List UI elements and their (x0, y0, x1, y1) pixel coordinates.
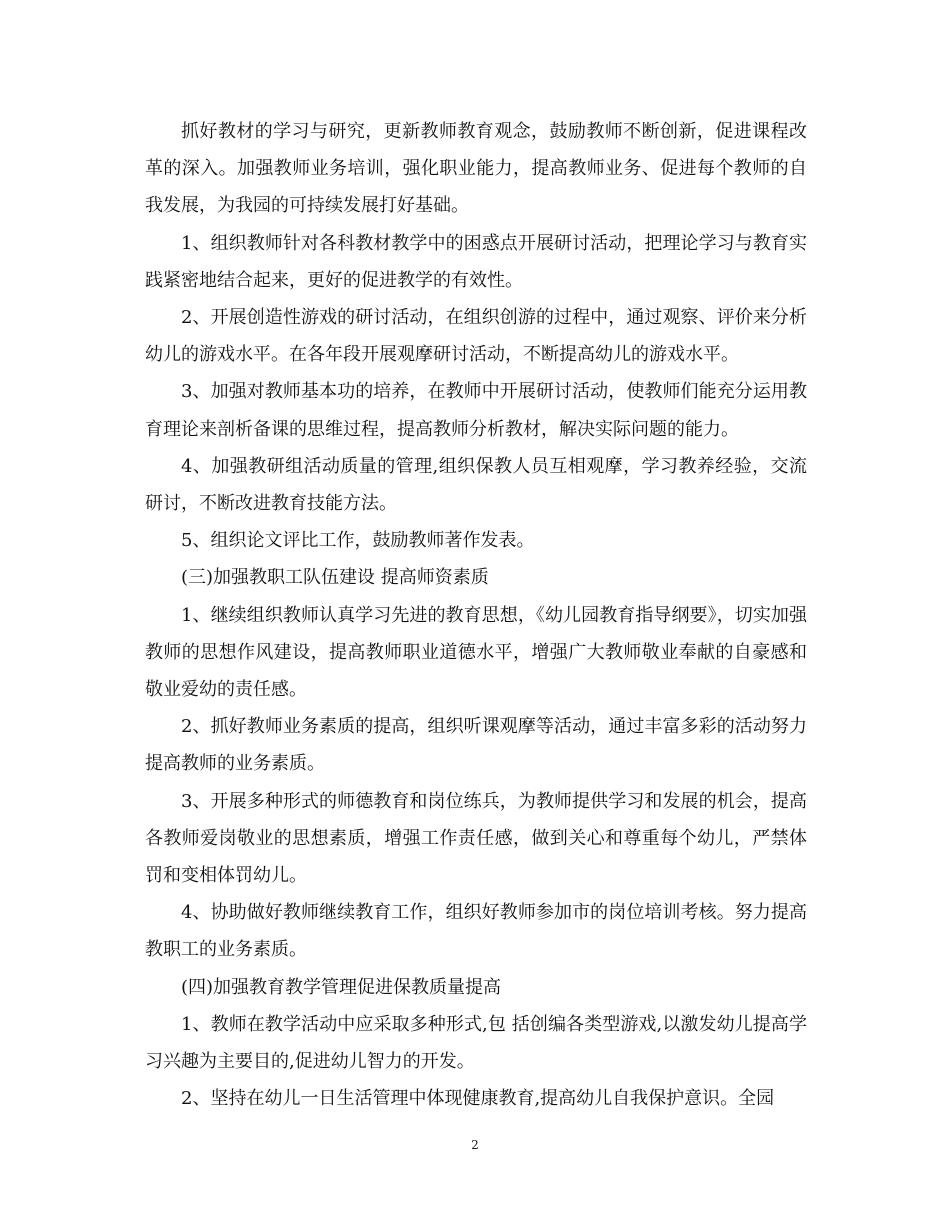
paragraph-item-1: 1、组织教师针对各科教材教学中的困惑点开展研讨活动，把理论学习与教育实践紧密地结合起来，更好的促进教学的有效性。 (145, 232, 807, 291)
paragraph-staff-4: 4、协助做好教师继续教育工作，组织好教师参加市的岗位培训考核。努力提高教职工的业务素质。 (145, 902, 807, 961)
section-heading-4: (四)加强教育教学管理促进保教质量提高 (181, 976, 502, 998)
paragraph-item-2: 2、开展创造性游戏的研讨活动，在组织创游的过程中，通过观察、评价来分析幼儿的游戏水平。在各年段开展观摩研讨活动，不断提高幼儿的游戏水平。 (145, 307, 807, 366)
paragraph-item-3: 3、加强对教师基本功的培养，在教师中开展研讨活动，使教师们能充分运用教育理论来剖析备课的思维过程，提高教师分析教材，解决实际问题的能力。 (145, 381, 807, 440)
document-body (145, 113, 807, 1117)
paragraph-staff-1: 1、继续组织教师认真学习先进的教育思想，《幼儿园教育指导纲要》，切实加强教师的思想作风建设，提高教师职业道德水平，增强广大教师敬业奉献的自豪感和敬业爱幼的责任感。 (145, 604, 807, 701)
paragraph-item-5: 5、组织论文评比工作，鼓励教师著作发表。 (181, 530, 535, 552)
paragraph-staff-3: 3、开展多种形式的师德教育和岗位练兵，为教师提供学习和发展的机会，提高各教师爱岗敬业的思想素质，增强工作责任感，做到关心和尊重每个幼儿，严禁体罚和变相体罚幼儿。 (145, 790, 807, 887)
page-number: 2 (471, 1138, 479, 1152)
paragraph-item-4: 4、加强教研组活动质量的管理,组织保教人员互相观摩，学习教养经验，交流研讨，不断改进教育技能方法。 (145, 455, 807, 515)
section-heading-3: (三)加强教职工队伍建设 提高师资素质 (181, 567, 489, 589)
paragraph-intro: 抓好教材的学习与研究，更新教师教育观念，鼓励教师不断创新，促进课程改革的深入。加强教师业务培训，强化职业能力，提高教师业务、促进每个教师的自我发展，为我园的可持续发展打好基础。 (145, 121, 807, 217)
paragraph-teaching-1: 1、教师在教学活动中应采取多种形式,包 括创编各类型游戏,以激发幼儿提高学习兴趣为主要目的,促进幼儿智力的开发。 (145, 1013, 807, 1073)
paragraph-teaching-2: 2、坚持在幼儿一日生活管理中体现健康教育,提高幼儿自我保护意识。全园 (181, 1088, 775, 1110)
paragraph-staff-2: 2、抓好教师业务素质的提高，组织听课观摩等活动，通过丰富多彩的活动努力提高教师的业务素质。 (145, 716, 807, 775)
